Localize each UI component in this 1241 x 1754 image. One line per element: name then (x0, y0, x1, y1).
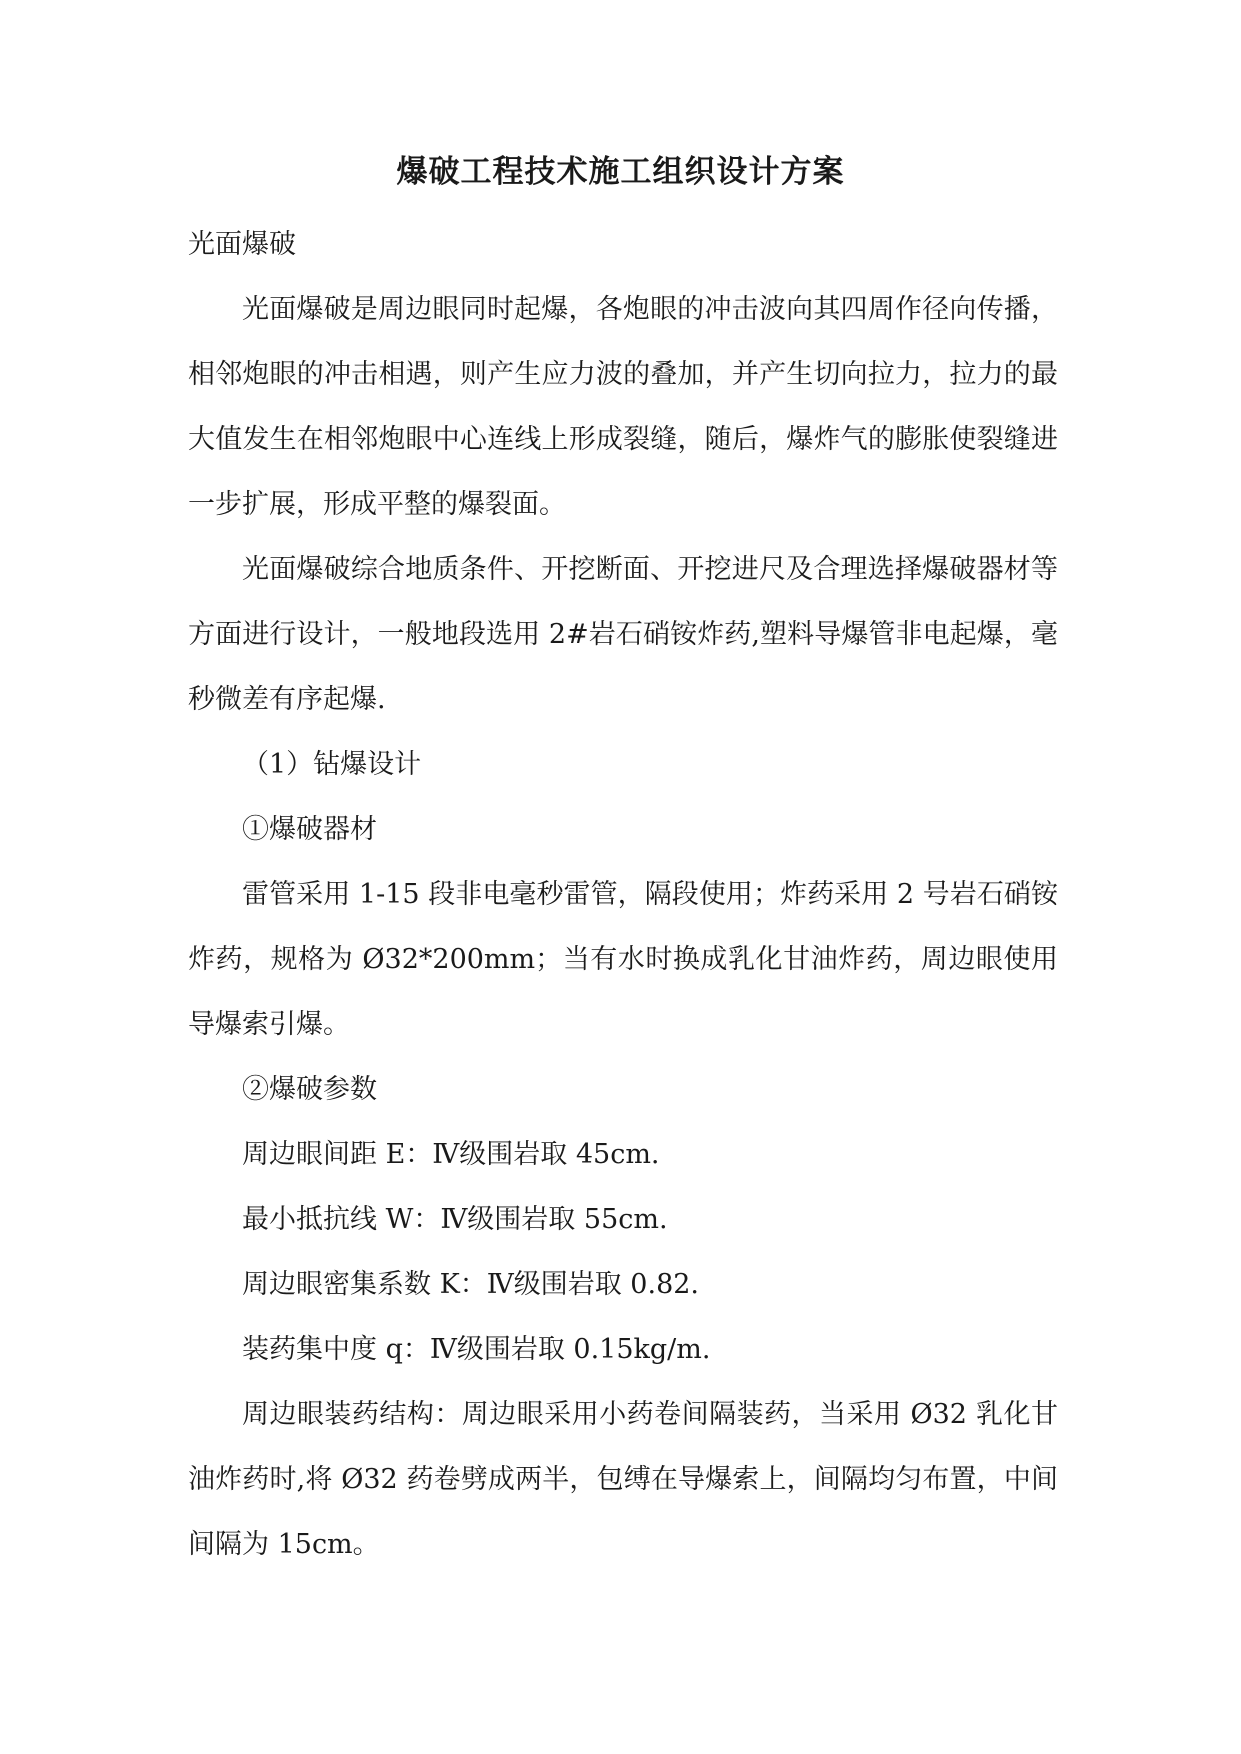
blasting-materials-text: 雷管采用 1-15 段非电毫秒雷管，隔段使用；炸药采用 2 号岩石硝铵炸药，规格为 Ø32*200mm；当有水时换成乳化甘油炸药，周边眼使用导爆索引爆。 (188, 879, 1058, 1040)
section-heading: 光面爆破 (188, 229, 296, 260)
sub-heading-drilling-design: （1）钻爆设计 (242, 749, 422, 780)
param-min-burden: 最小抵抗线 W：Ⅳ级围岩取 55cm. (242, 1204, 668, 1235)
item-heading-blasting-parameters: ②爆破参数 (242, 1074, 377, 1105)
paragraph-1: 光面爆破是周边眼同时起爆，各炮眼的冲击波向其四周作径向传播，相邻炮眼的冲击相遇，则产生应力波的叠加，并产生切向拉力，拉力的最大值发生在相邻炮眼中心连线上形成裂缝，随后，爆炸气的膨胀使裂缝进一步扩展，形成平整的爆裂面。 (188, 294, 1058, 520)
paragraph-2: 光面爆破综合地质条件、开挖断面、开挖进尺及合理选择爆破器材等方面进行设计，一般地段选用 2#岩石硝铵炸药,塑料导爆管非电起爆，毫秒微差有序起爆. (188, 554, 1058, 715)
param-charge-concentration: 装药集中度 q：Ⅳ级围岩取 0.15kg/m. (242, 1334, 711, 1365)
param-spacing: 周边眼间距 E：Ⅳ级围岩取 45cm. (242, 1139, 660, 1170)
document-title: 爆破工程技术施工组织设计方案 (396, 154, 845, 190)
param-density-coefficient: 周边眼密集系数 K：Ⅳ级围岩取 0.82. (242, 1269, 700, 1300)
document-body (188, 212, 1058, 1577)
item-heading-blasting-materials: ①爆破器材 (242, 814, 377, 845)
charge-structure-text: 周边眼装药结构：周边眼采用小药卷间隔装药，当采用 Ø32 乳化甘油炸药时,将 Ø32 药卷劈成两半，包缚在导爆索上，间隔均匀布置，中间间隔为 15cm。 (188, 1399, 1058, 1560)
